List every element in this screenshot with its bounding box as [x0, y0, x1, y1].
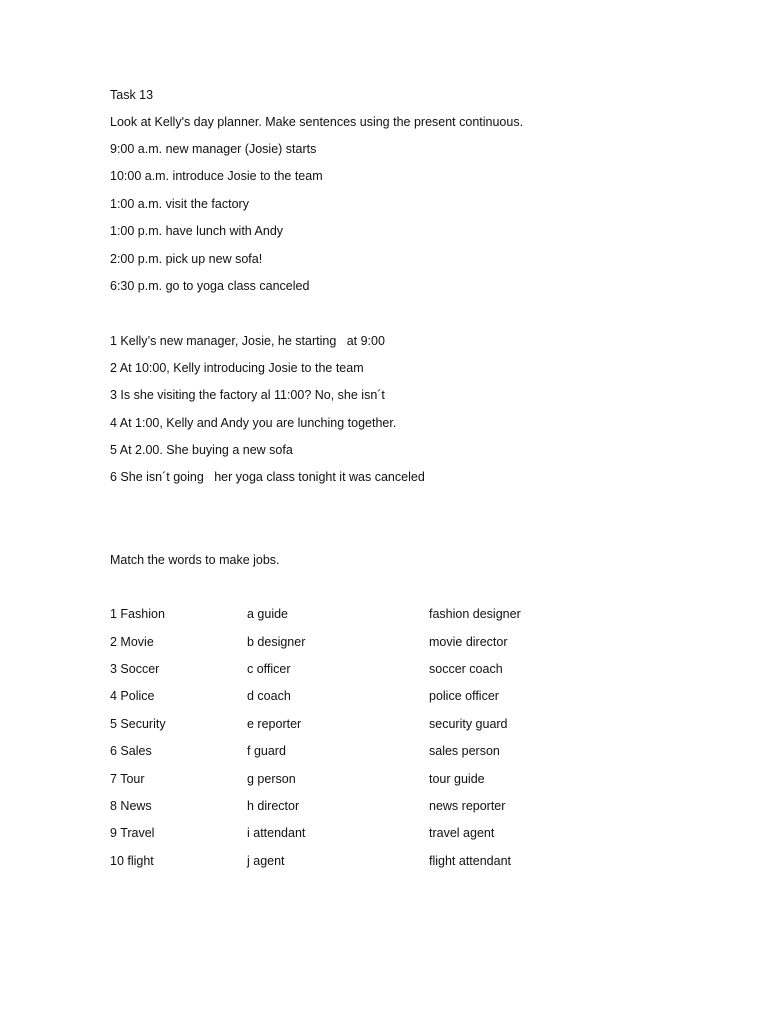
match-middle: c officer	[247, 662, 291, 676]
answer-sentence: 1 Kelly’s new manager, Josie, he starting at 9:00	[110, 334, 385, 348]
match-right: security guard	[429, 717, 508, 731]
match-left: 6 Sales	[110, 744, 152, 758]
planner-item: 9:00 a.m. new manager (Josie) starts	[110, 142, 317, 156]
planner-item: 1:00 p.m. have lunch with Andy	[110, 224, 284, 238]
match-middle: e reporter	[247, 717, 302, 731]
match-left: 4 Police	[110, 689, 155, 703]
match-left: 1 Fashion	[110, 607, 165, 621]
match-right: flight attendant	[429, 854, 512, 868]
match-right: tour guide	[429, 772, 485, 786]
match-middle: a guide	[247, 607, 289, 621]
match-left: 8 News	[110, 799, 152, 813]
answer-sentence: 3 Is she visiting the factory al 11:00? No, she isn´t	[110, 388, 385, 402]
match-left: 2 Movie	[110, 635, 154, 649]
instruction-text: Look at Kelly's day planner. Make sentences using the present continuous.	[110, 115, 524, 129]
planner-item: 10:00 a.m. introduce Josie to the team	[110, 169, 323, 183]
match-middle: i attendant	[247, 826, 306, 840]
match-middle: b designer	[247, 635, 306, 649]
planner-item: 1:00 a.m. visit the factory	[110, 197, 249, 211]
match-right: police officer	[429, 689, 499, 703]
planner-item: 2:00 p.m. pick up new sofa!	[110, 252, 263, 266]
match-right: travel agent	[429, 826, 495, 840]
match-middle: d coach	[247, 689, 291, 703]
match-right: fashion designer	[429, 607, 521, 621]
match-left: 5 Security	[110, 717, 166, 731]
match-middle: g person	[247, 772, 296, 786]
answer-sentence: 6 She isn´t going her yoga class tonight it was canceled	[110, 470, 425, 484]
answer-sentence: 5 At 2.00. She buying a new sofa	[110, 443, 293, 457]
match-right: movie director	[429, 635, 508, 649]
match-right: soccer coach	[429, 662, 503, 676]
answer-sentence: 4 At 1:00, Kelly and Andy you are lunching together.	[110, 416, 397, 430]
answer-sentence: 2 At 10:00, Kelly introducing Josie to the team	[110, 361, 364, 375]
match-right: news reporter	[429, 799, 506, 813]
match-left: 10 flight	[110, 854, 154, 868]
match-left: 3 Soccer	[110, 662, 160, 676]
match-left: 7 Tour	[110, 772, 145, 786]
match-middle: h director	[247, 799, 300, 813]
task-title: Task 13	[110, 88, 154, 102]
match-right: sales person	[429, 744, 500, 758]
planner-item: 6:30 p.m. go to yoga class canceled	[110, 279, 310, 293]
match-middle: j agent	[247, 854, 285, 868]
match-middle: f guard	[247, 744, 286, 758]
match-left: 9 Travel	[110, 826, 155, 840]
match-title: Match the words to make jobs.	[110, 553, 280, 567]
